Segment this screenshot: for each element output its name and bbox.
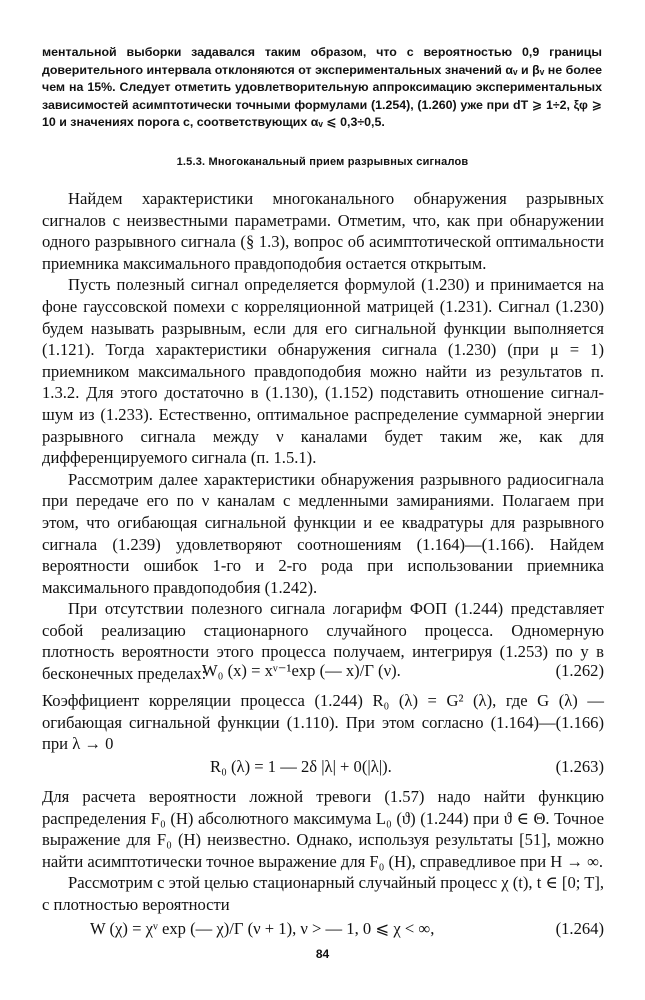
formula-1262-number: (1.262): [555, 661, 604, 680]
formula-1264: [42, 918, 604, 940]
paragraph-no-signal: При отсутствии полезного сигнала логарифм ФОП (1.244) представляет собой реализацию стационарного случайного процесса. Одномерную плотность вероятности этого процесса получаем, интегрируя (1.253) по y в бесконечных пределах:: [42, 599, 604, 684]
paragraph-fading-channels: Рассмотрим далее характеристики обнаружения разрывного радиосигнала при передаче его по ν каналам с медленными замираниями. Полагаем при этом, что огибающая сигнальной функции и ее квадратуры для разрывного сигнала (1.239) удовлетворяют соотношениям (1.164)—(1.166). Найдем вероятности ошибок 1-го и 2-го рода при использовании приемника максимального правдоподобия (1.242).: [42, 469, 604, 597]
body-text-block-3: [42, 786, 604, 916]
paragraph-correlation: Коэффициент корреляции процесса (1.244) R₀ (λ) = G² (λ), где G (λ) — огибающая сигнальной функции (1.110). При этом согласно (1.164)—(1.166) при λ → 0: [42, 691, 604, 754]
formula-1263-expression: R₀ (λ) = 1 — 2δ |λ| + 0(|λ|).: [210, 757, 392, 776]
formula-1264-number: (1.264): [555, 919, 604, 938]
paragraph-intro: Найдем характеристики многоканального обнаружения разрывных сигналов с неизвестными параметрами. Отметим, что, как при обнаружении одного разрывного сигнала (§ 1.3), вопрос об асимптотической оптимальности приемника максимального правдоподобия остается открытым.: [42, 189, 604, 273]
continued-paragraph: ментальной выборки задавался таким образом, что с вероятностью 0,9 границы доверительного интервала отклоняются от экспериментальных значений αᵥ и βᵥ не более чем на 15%. Следует отметить удовлетворительную аппроксимацию экспериментальных зависимостей асимптотически точными формулами (1.254), (1.260) уже при dT ⩾ 1÷2, ξφ ⩾ 10 и значениях порога c, соответствующих αᵥ ⩽ 0,3÷0,5.: [42, 45, 602, 130]
paragraph-stationary-process: Рассмотрим с этой целью стационарный случайный процесс χ (t), t ∈ [0; T], с плотностью вероятности: [42, 873, 605, 914]
formula-1263: [42, 756, 604, 778]
formula-1262-expression: W₀ (x) = xᵛ⁻¹exp (— x)/Γ (ν).: [202, 661, 401, 680]
body-text-block-2: [42, 690, 604, 755]
formula-1264-expression: W (χ) = χᵛ exp (— χ)/Γ (ν + 1), ν > — 1, 0 ⩽ χ < ∞,: [90, 919, 435, 938]
formula-1263-number: (1.263): [555, 757, 604, 776]
body-text-block-1: [42, 188, 604, 685]
page-number: 84: [315, 947, 330, 961]
section-heading: 1.5.3. Многоканальный прием разрывных сигналов: [176, 156, 469, 168]
paragraph-signal-definition: Пусть полезный сигнал определяется формулой (1.230) и принимается на фоне гауссовской помехи с корреляционной матрицей (1.231). Сигнал (1.230) будем называть разрывным, если для его сигнальной функции выполняется (1.121). Тогда характеристики обнаружения сигнала (1.230) (при μ = 1) приемником максимального правдоподобия можно найти из результатов п. 1.3.2. Для этого достаточно в (1.130), (1.152) подставить отношение сигнал-шум из (1.233). Естественно, оптимальное распределение суммарной энергии разрывного сигнала между ν каналами будет таким же, как для дифференцируемого сигнала (п. 1.5.1).: [42, 275, 604, 468]
paragraph-false-alarm: Для расчета вероятности ложной тревоги (1.57) надо найти функцию распределения F₀ (H) абсолютного максимума L₀ (ϑ) (1.244) при ϑ ∈ Θ. Точное выражение для F₀ (H) неизвестно. Однако, используя результаты [51], можно найти асимптотически точное выражение для F₀ (H), справедливое при H → ∞.: [42, 787, 604, 871]
formula-1262: [42, 660, 604, 682]
